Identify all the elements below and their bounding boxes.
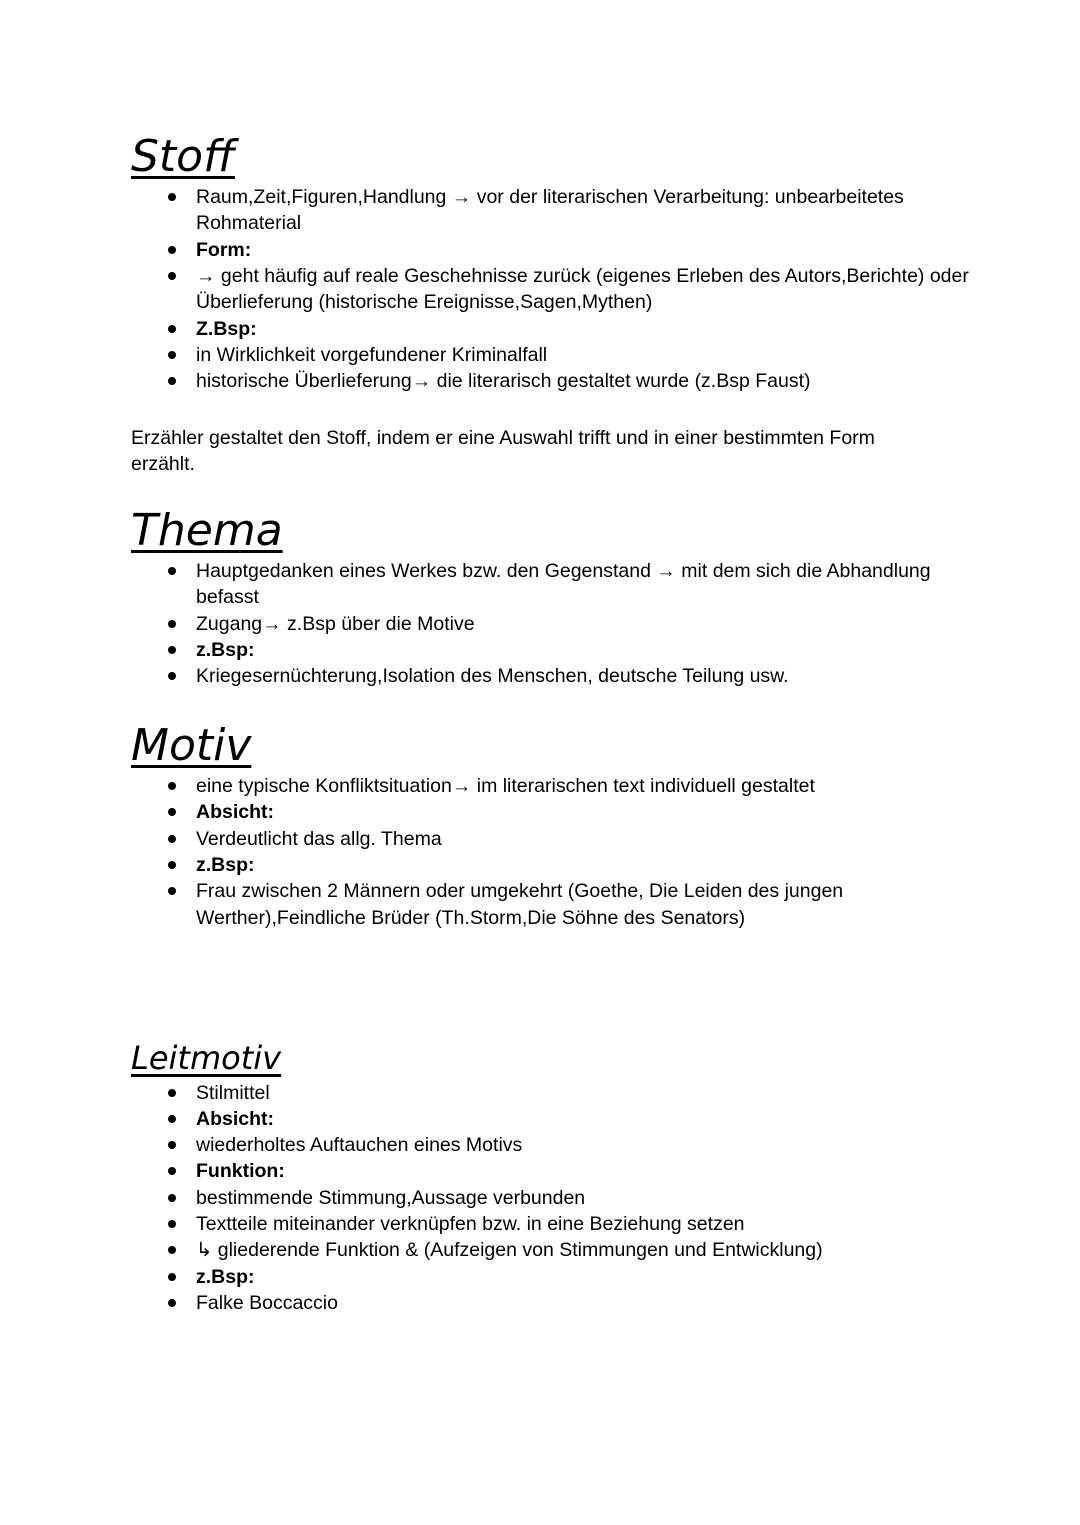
list-motiv — [131, 773, 971, 931]
list-item: Textteile miteinander verknüpfen bzw. in eine Beziehung setzen — [131, 1211, 971, 1237]
list-item: bestimmende Stimmung,Aussage verbunden — [131, 1185, 971, 1211]
list-stoff — [131, 184, 971, 394]
list-item: Funktion: — [131, 1158, 971, 1184]
list-item: Stilmittel — [131, 1080, 971, 1106]
list-item: z.Bsp: — [131, 852, 971, 878]
list-item: historische Überlieferung→ die literarisch gestaltet wurde (z.Bsp Faust) — [131, 368, 971, 394]
list-item: Kriegesernüchterung,Isolation des Menschen, deutsche Teilung usw. — [131, 663, 971, 689]
list-item: Absicht: — [131, 799, 971, 825]
list-item: Form: — [131, 237, 971, 263]
heading-leitmotiv: Leitmotiv — [131, 1039, 282, 1077]
list-item: Absicht: — [131, 1106, 971, 1132]
heading-stoff: Stoff — [131, 131, 235, 182]
list-item: wiederholtes Auftauchen eines Motivs — [131, 1132, 971, 1158]
paragraph-stoff: Erzähler gestaltet den Stoff, indem er eine Auswahl trifft und in einer bestimmten Form erzählt. — [131, 427, 875, 476]
list-leitmotiv — [131, 1080, 971, 1317]
list-item: z.Bsp: — [131, 637, 971, 663]
section-motiv — [131, 720, 971, 931]
heading-thema: Thema — [131, 505, 283, 556]
list-item: Frau zwischen 2 Männern oder umgekehrt (Goethe, Die Leiden des jungen Werther),Feindliche Brüder (Th.Storm,Die Söhne des Senators) — [131, 878, 971, 931]
list-item: in Wirklichkeit vorgefundener Kriminalfall — [131, 342, 971, 368]
list-item: ↳ gliederende Funktion & (Aufzeigen von Stimmungen und Entwicklung) — [131, 1237, 971, 1263]
list-item: Hauptgedanken eines Werkes bzw. den Gegenstand → mit dem sich die Abhandlung befasst — [131, 558, 971, 611]
list-item: → geht häufig auf reale Geschehnisse zurück (eigenes Erleben des Autors,Berichte) oder Überlieferung (historische Ereignisse,Sagen,Mythen) — [131, 263, 971, 316]
list-item: Falke Boccaccio — [131, 1290, 971, 1316]
list-item: eine typische Konfliktsituation→ im literarischen text individuell gestaltet — [131, 773, 971, 799]
list-item: Zugang→ z.Bsp über die Motive — [131, 611, 971, 637]
section-thema — [131, 505, 971, 690]
heading-motiv: Motiv — [131, 720, 252, 771]
section-stoff — [131, 131, 971, 395]
list-thema — [131, 558, 971, 689]
list-item: Verdeutlicht das allg. Thema — [131, 826, 971, 852]
section-leitmotiv — [131, 1039, 971, 1316]
list-item: Raum,Zeit,Figuren,Handlung → vor der literarischen Verarbeitung: unbearbeitetes Rohmaterial — [131, 184, 971, 237]
list-item: z.Bsp: — [131, 1264, 971, 1290]
list-item: Z.Bsp: — [131, 316, 971, 342]
